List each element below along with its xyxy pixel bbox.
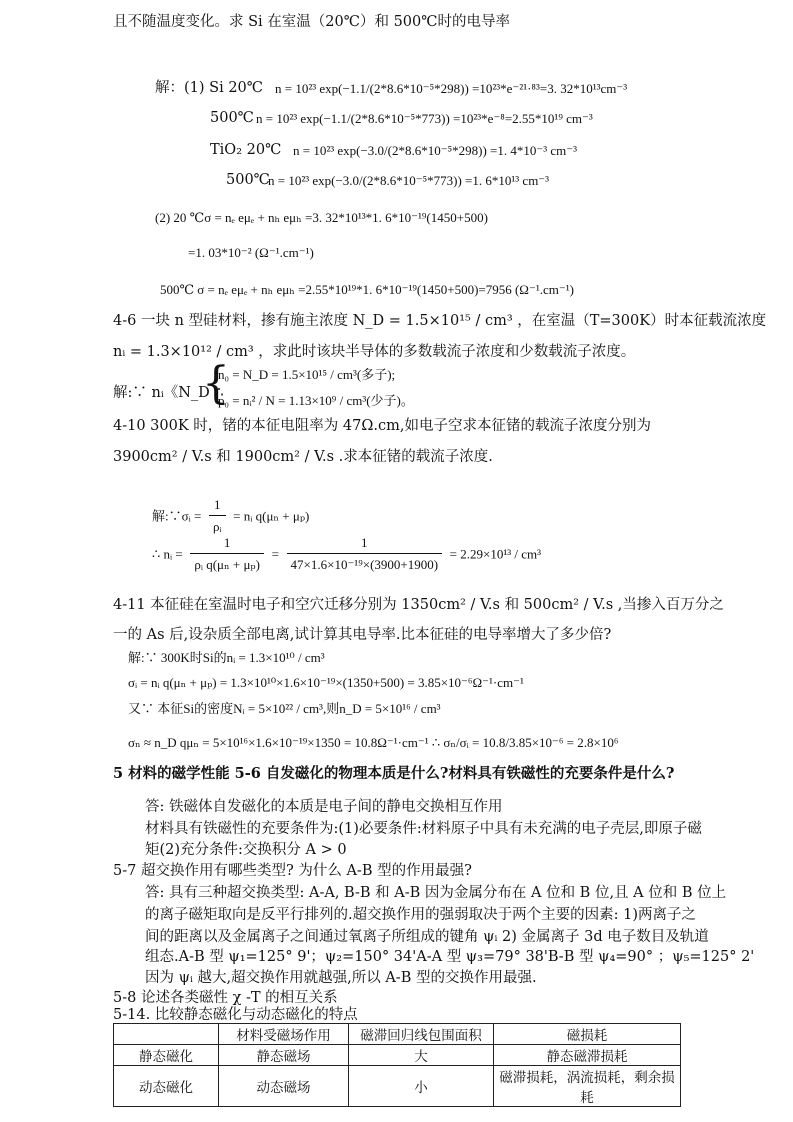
table-header-cell: 磁损耗 [494, 1024, 681, 1045]
solution-4-11-line3: 又∵ 本征Si的密度Nᵢ = 5×10²² / cm³,则n_D = 5×10¹⁶ / cm³ [128, 701, 441, 716]
formula-si-20: n = 10²³ exp(−1.1/(2*8.6*10⁻⁵*298)) =10²³*e⁻²¹·⁸³=3. 32*10¹³cm⁻³ [275, 81, 628, 96]
eq1-numerator: 1 [209, 495, 226, 516]
left-brace: { [202, 358, 230, 409]
table-cell: 小 [349, 1066, 494, 1107]
problem-5-7: 5-7 超交换作用有哪些类型? 为什么 A-B 型的作用最强? [113, 863, 472, 879]
table-cell: 静态磁场 [219, 1045, 349, 1066]
problem-5-8: 5-8 论述各类磁性 χ -T 的相互关系 [113, 990, 338, 1006]
eq2-denominator-1: ρᵢ q(μₙ + μₚ) [194, 557, 260, 572]
solution-si-20-label: 解：(1) Si 20℃ [155, 80, 263, 96]
table-header-cell [114, 1024, 219, 1045]
table-cell: 大 [349, 1045, 494, 1066]
text-line-intro: 且不随温度变化。求 Si 在室温（20℃）和 500℃时的电导率 [113, 14, 510, 30]
problem-4-11-line1: 4-11 本征硅在室温时电子和空穴迁移分别为 1350cm² / V.s 和 500cm² / V.s ,当掺入百万分之 [113, 597, 724, 613]
table-cell: 静态磁滞损耗 [494, 1045, 681, 1066]
table-row [114, 1066, 681, 1107]
table-cell: 动态磁场 [219, 1066, 349, 1107]
table-row [114, 1045, 681, 1066]
solution-si-500-label: 500℃ [210, 110, 254, 126]
solution-4-10-eq1 [152, 495, 309, 538]
solution-tio2-20-label: TiO₂ 20℃ [210, 142, 282, 158]
problem-4-6-line2: nᵢ = 1.3×10¹² / cm³ ，求此时该块半导体的多数载流子浓度和少数载流子浓度。 [113, 344, 636, 360]
eq2-fraction-1 [190, 533, 264, 576]
table-header-cell: 材料受磁场作用 [219, 1024, 349, 1045]
table-cell: 静态磁化 [114, 1045, 219, 1066]
comparison-table [113, 1023, 681, 1107]
table-header-row [114, 1024, 681, 1045]
answer-5-7-line2: 的离子磁矩取向是反平行排列的.超交换作用的强弱取决于两个主要的因素: 1)两离子之 [145, 907, 696, 923]
formula-tio2-500: n = 10²³ exp(−3.0/(2*8.6*10⁻⁵*773)) =1. 6*10¹³ cm⁻³ [268, 173, 550, 188]
problem-5-14: 5-14. 比较静态磁化与动态磁化的特点 [113, 1007, 358, 1023]
solution-4-6-majority: n₀ = N_D = 1.5×10¹⁵ / cm³(多子); [218, 367, 396, 382]
eq2-denominator-2: 47×1.6×10⁻¹⁹×(3900+1900) [290, 557, 439, 572]
solution-4-11-line2: σᵢ = nᵢ q(μₙ + μₚ) = 1.3×10¹⁰×1.6×10⁻¹⁹×(1350+500) = 3.85×10⁻⁶Ω⁻¹·cm⁻¹ [128, 675, 524, 690]
formula-si-500: n = 10²³ exp(−1.1/(2*8.6*10⁻⁵*773)) =10²³*e⁻⁸=2.55*10¹⁹ cm⁻³ [256, 111, 593, 126]
eq1-rhs: = nᵢ q(μₙ + μₚ) [233, 508, 310, 524]
problem-4-10-line2: 3900cm² / V.s 和 1900cm² / V.s .求本征锗的载流子浓度. [113, 449, 493, 465]
answer-5-6-line3: 矩(2)充分条件:交换积分 A > 0 [145, 842, 347, 858]
solution-tio2-500-label: 500℃ [226, 172, 270, 188]
solution-4-11-line1: 解:∵ 300K时Si的nᵢ = 1.3×10¹⁰ / cm³ [128, 650, 325, 665]
eq1-fraction [209, 495, 226, 538]
problem-4-6-line1: 4-6 一块 n 型硅材料，掺有施主浓度 N_D = 1.5×10¹⁵ / cm³ ，在室温（T=300K）时本征载流浓度 [113, 313, 767, 329]
formula-conductivity-20-result: =1. 03*10⁻² (Ω⁻¹.cm⁻¹) [188, 245, 314, 260]
formula-conductivity-20: (2) 20 ℃σ = nₑ eμₑ + nₕ eμₕ =3. 32*10¹³*1. 6*10⁻¹⁹(1450+500) [155, 210, 488, 225]
eq1-denominator: ρᵢ [212, 519, 222, 534]
solution-4-10-eq2: ∴ nᵢ = $\frac{1}{\text{ρᵢ q(μₙ + μₚ)}}$ = $\frac{1}{\text{47×1.6×10⁻¹⁹×(3900+1900)}}$ = 2.29×10¹³ / cm³ [152, 533, 541, 576]
section-5-heading: 5 材料的磁学性能 5-6 自发磁化的物理本质是什么?材料具有铁磁性的充要条件是什么? [113, 765, 675, 782]
solution-4-6-minority: p₀ = nᵢ² / N = 1.13×10⁹ / cm³(少子)。 [218, 393, 414, 408]
problem-4-11-line2: 一的 As 后,设杂质全部电离,试计算其电导率.比本征硅的电导率增大了多少倍? [113, 627, 612, 643]
answer-5-7-line3: 间的距离以及金属离子之间通过氧离子所组成的键角 ψᵢ 2) 金属离子 3d 电子数目及轨道 [145, 929, 709, 945]
answer-5-7-line1: 答: 具有三种超交换类型: A-A, B-B 和 A-B 因为金属分布在 A 位和 B 位,且 A 位和 B 位上 [145, 885, 727, 901]
solution-4-11-line4: σₙ ≈ n_D qμₙ = 5×10¹⁶×1.6×10⁻¹⁹×1350 = 10.8Ω⁻¹·cm⁻¹ ∴ σₙ/σᵢ = 10.8/3.85×10⁻⁶ = 2.8×10⁶ [128, 735, 619, 750]
problem-4-10-line1: 4-10 300K 时，锗的本征电阻率为 47Ω.cm,如电子空求本征锗的载流子浓度分别为 [113, 418, 651, 434]
answer-5-7-line5: 因为 ψᵢ 越大,超交换作用就越强,所以 A-B 型的交换作用最强. [145, 970, 537, 986]
answer-5-6-line2: 材料具有铁磁性的充要条件为:(1)必要条件:材料原子中具有未充满的电子壳层,即原子磁 [145, 821, 702, 837]
eq1-lhs: 解:∵σᵢ = [152, 508, 202, 524]
table-cell: 磁滞损耗，涡流损耗，剩余损耗 [494, 1066, 681, 1107]
eq2-lhs: ∴ nᵢ = [152, 546, 183, 562]
answer-5-7-line4: 组态.A-B 型 ψ₁=125° 9'；ψ₂=150° 34'A-A 型 ψ₃=79° 38'B-B 型 ψ₄=90° ；ψ₅=125° 2' [145, 949, 755, 965]
eq2-numerator-2: 1 [287, 533, 443, 554]
formula-tio2-20: n = 10²³ exp(−3.0/(2*8.6*10⁻⁵*298)) =1. 4*10⁻³ cm⁻³ [293, 143, 578, 158]
answer-5-6-line1: 答: 铁磁体自发磁化的本质是电子间的静电交换相互作用 [145, 799, 503, 815]
eq2-result: = 2.29×10¹³ / cm³ [449, 546, 542, 562]
table-cell: 动态磁化 [114, 1066, 219, 1107]
formula-conductivity-500: 500℃ σ = nₑ eμₑ + nₕ eμₕ =2.55*10¹⁹*1. 6*10⁻¹⁹(1450+500)=7956 (Ω⁻¹.cm⁻¹) [160, 282, 574, 297]
eq2-numerator-1: 1 [190, 533, 264, 554]
eq2-fraction-2 [287, 533, 443, 576]
solution-4-6-prefix: 解:∵ nᵢ《N_D ∴ [113, 385, 224, 401]
table-header-cell: 磁滞回归线包围面积 [349, 1024, 494, 1045]
